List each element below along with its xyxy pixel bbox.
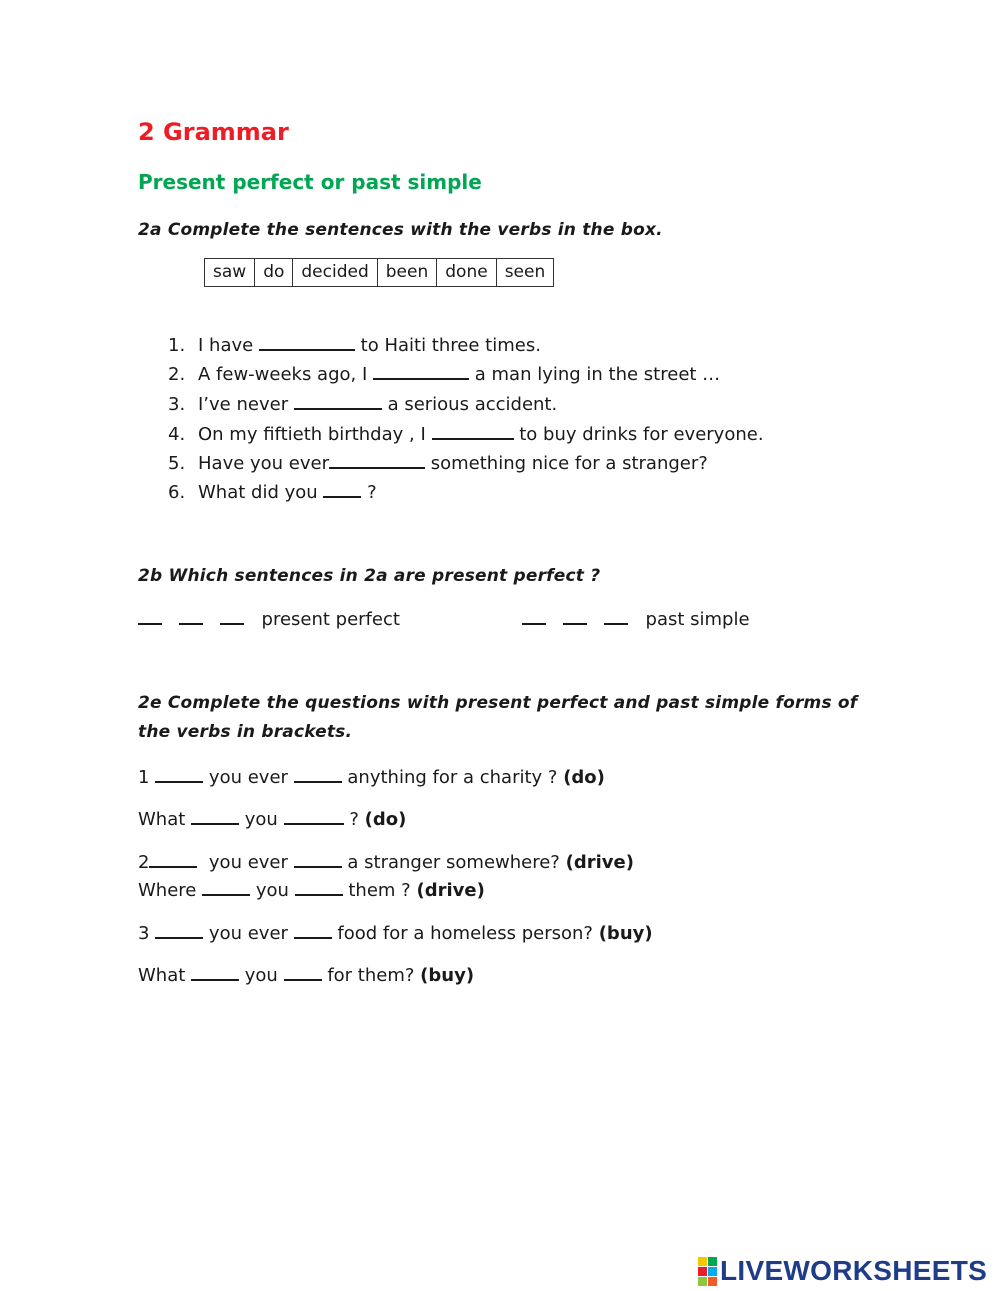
answer-blank[interactable] — [323, 480, 361, 498]
question-text: food for a homeless person? — [337, 923, 593, 944]
answer-blank[interactable] — [259, 333, 355, 351]
logo-block — [698, 1277, 707, 1286]
verb-cell: decided — [293, 259, 377, 286]
question-3b — [138, 963, 474, 986]
logo-text: LIVEWORKSHEETS — [720, 1255, 988, 1286]
past-simple-answers — [522, 607, 750, 630]
bracket-verb: (do) — [364, 809, 407, 830]
sentence-text: On my fiftieth birthday , I — [198, 424, 426, 445]
answer-blank[interactable] — [138, 607, 162, 625]
question-text: Where — [138, 880, 197, 901]
sentence-2 — [168, 362, 720, 385]
answer-blank[interactable] — [373, 362, 469, 380]
question-text: What — [138, 965, 186, 986]
sentence-3 — [168, 392, 557, 415]
question-text: for them? — [327, 965, 415, 986]
answer-blank[interactable] — [604, 607, 628, 625]
question-text: 2 — [138, 852, 150, 873]
logo-mark-icon — [698, 1257, 717, 1286]
logo-block — [708, 1277, 717, 1286]
sentence-text: to buy drinks for everyone. — [519, 424, 764, 445]
answer-blank[interactable] — [191, 807, 239, 825]
answer-blank[interactable] — [294, 921, 332, 939]
sentence-text: to Haiti three times. — [360, 335, 541, 356]
verb-box — [204, 258, 554, 287]
answer-blank[interactable] — [563, 607, 587, 625]
question-text: ? — [349, 809, 359, 830]
bracket-verb: (drive) — [565, 852, 634, 873]
answer-blank[interactable] — [191, 963, 239, 981]
bracket-verb: (buy) — [598, 923, 653, 944]
instruction-2b: 2b Which sentences in 2a are present perfect ? — [138, 566, 601, 586]
question-text: 3 — [138, 923, 150, 944]
question-text: you ever — [208, 767, 288, 788]
answer-blank[interactable] — [294, 850, 342, 868]
sentence-6 — [168, 480, 377, 503]
question-text: a stranger somewhere? — [347, 852, 560, 873]
instruction-2a: 2a Complete the sentences with the verbs in the box. — [138, 220, 663, 240]
question-1b — [138, 807, 406, 830]
sentence-number: 1. — [168, 335, 186, 356]
answer-blank[interactable] — [220, 607, 244, 625]
question-text: anything for a charity ? — [347, 767, 558, 788]
sentence-text: A few-weeks ago, I — [198, 364, 368, 385]
question-3a — [138, 921, 653, 944]
answer-blank[interactable] — [329, 451, 425, 469]
answer-blank[interactable] — [284, 963, 322, 981]
sentence-text: ? — [367, 482, 377, 503]
answer-blank[interactable] — [179, 607, 203, 625]
sentence-number: 3. — [168, 394, 186, 415]
answer-blank[interactable] — [522, 607, 546, 625]
sentence-number: 4. — [168, 424, 186, 445]
instruction-2e-line1: 2e Complete the questions with present perfect and past simple forms of — [138, 693, 858, 713]
sentence-text: something nice for a stranger? — [430, 453, 708, 474]
answer-blank[interactable] — [294, 392, 382, 410]
exercise-subtitle: Present perfect or past simple — [138, 170, 482, 194]
question-text: you — [244, 809, 278, 830]
bracket-verb: (drive) — [416, 880, 485, 901]
sentence-text: a serious accident. — [387, 394, 558, 415]
answer-blank[interactable] — [294, 765, 342, 783]
logo-block — [708, 1267, 717, 1276]
sentence-5 — [168, 451, 708, 474]
logo-block — [708, 1257, 717, 1266]
verb-cell: seen — [504, 262, 546, 282]
answer-blank[interactable] — [295, 878, 343, 896]
question-2a — [138, 850, 634, 873]
question-text: you ever — [208, 923, 288, 944]
question-2b — [138, 878, 485, 901]
verb-cell: done — [437, 259, 496, 286]
liveworksheets-logo[interactable] — [698, 1255, 987, 1287]
verb-cell: saw — [205, 259, 255, 286]
present-perfect-answers — [138, 607, 400, 630]
question-text: 1 — [138, 767, 150, 788]
sentence-text: I have — [198, 335, 254, 356]
sentence-text: What did you — [198, 482, 318, 503]
sentence-text: Have you ever — [198, 453, 330, 474]
answer-blank[interactable] — [155, 765, 203, 783]
answer-blank[interactable] — [432, 422, 514, 440]
verb-cell: been — [378, 259, 437, 286]
question-text: What — [138, 809, 186, 830]
bracket-verb: (buy) — [420, 965, 475, 986]
bracket-verb: (do) — [563, 767, 605, 788]
logo-block — [698, 1257, 707, 1266]
sentence-number: 2. — [168, 364, 186, 385]
answer-blank[interactable] — [149, 850, 197, 868]
sentence-4 — [168, 422, 764, 445]
sentence-text: I’ve never — [198, 394, 289, 415]
answer-blank[interactable] — [284, 807, 344, 825]
answer-blank[interactable] — [202, 878, 250, 896]
present-perfect-label: present perfect — [261, 609, 400, 630]
answer-blank[interactable] — [155, 921, 203, 939]
sentence-number: 6. — [168, 482, 186, 503]
instruction-2e-line2: the verbs in brackets. — [138, 722, 353, 742]
question-text: you ever — [208, 852, 288, 873]
question-text: you — [255, 880, 289, 901]
question-text: them ? — [348, 880, 411, 901]
question-1a — [138, 765, 605, 788]
sentence-text: a man lying in the street … — [474, 364, 721, 385]
sentence-1 — [168, 333, 541, 356]
past-simple-label: past simple — [645, 609, 750, 630]
logo-block — [698, 1267, 707, 1276]
section-title: 2 Grammar — [138, 118, 289, 146]
verb-cell: do — [255, 259, 293, 286]
sentence-number: 5. — [168, 453, 186, 474]
question-text: you — [244, 965, 278, 986]
